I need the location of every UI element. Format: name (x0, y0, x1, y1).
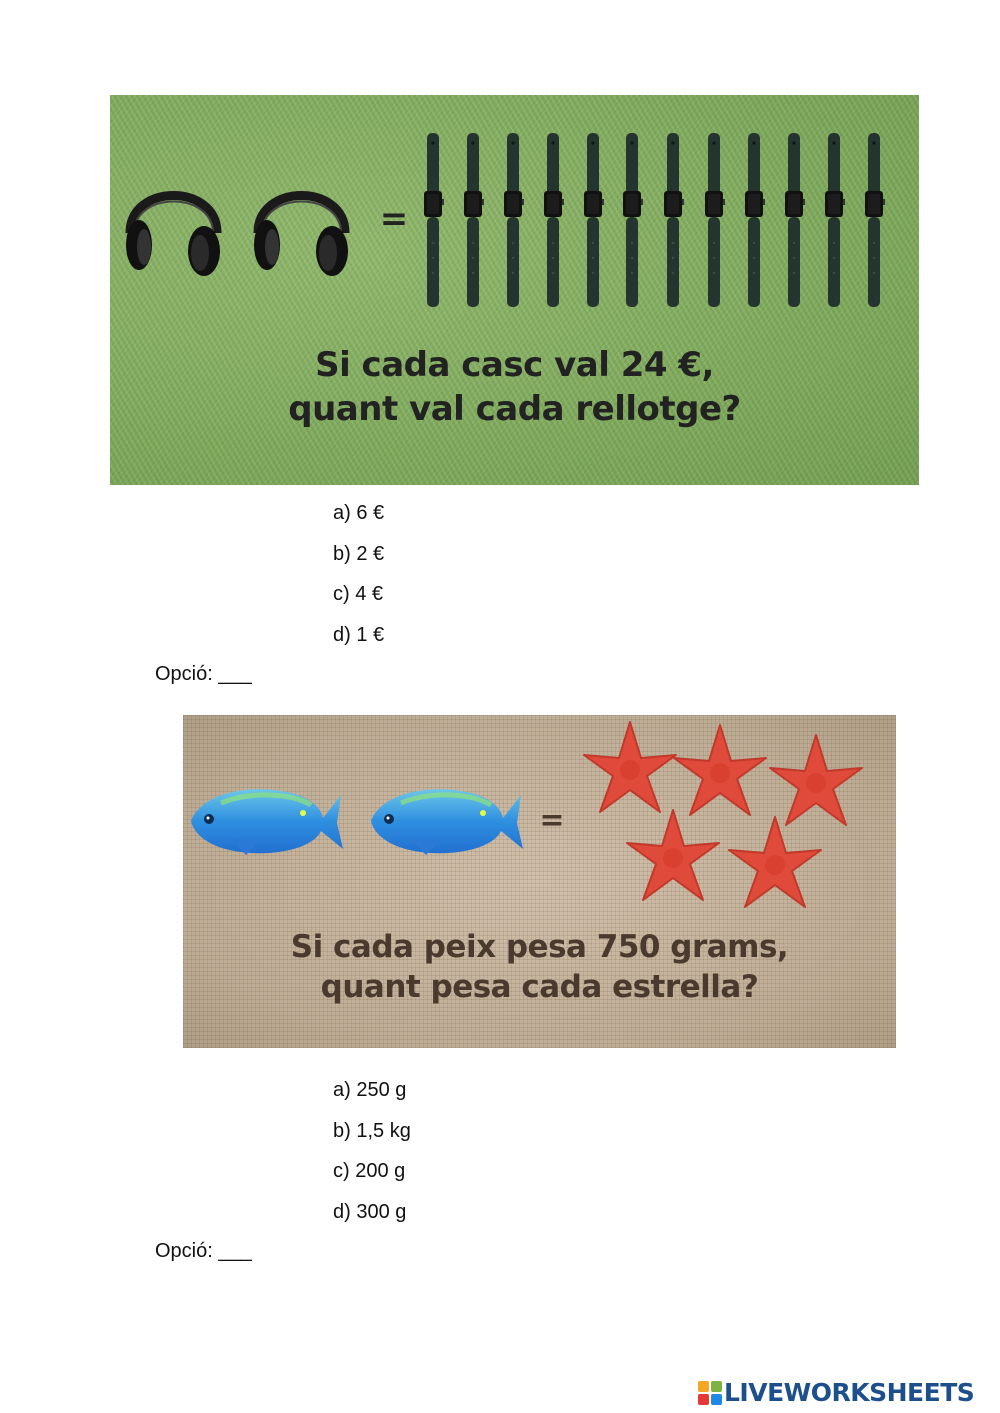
headphones-icon (126, 196, 220, 277)
starfish-icon (584, 722, 676, 812)
brand-name: LIVEWORKSHEETS (724, 1378, 975, 1407)
watch-icon (464, 133, 484, 307)
option-c[interactable]: c) 4 € (333, 583, 384, 605)
watch-icon (865, 133, 885, 307)
starfish-icon (729, 817, 821, 907)
problem-2-image (183, 715, 896, 1048)
headphones-icon (254, 196, 348, 277)
fish-icon (371, 789, 523, 855)
watch-icon (745, 133, 765, 307)
options-list-2 (333, 1078, 411, 1240)
watch-icon (544, 133, 564, 307)
option-a[interactable]: a) 6 € (333, 502, 385, 524)
starfish-icon (770, 735, 862, 825)
watch-icon (785, 133, 805, 307)
equals-sign: = (379, 199, 409, 239)
watch-icon (664, 133, 684, 307)
answer-field-1[interactable]: Opció: ___ (155, 663, 252, 685)
watch-icon (504, 133, 524, 307)
option-a[interactable]: a) 250 g (333, 1079, 407, 1101)
starfish-icon (674, 725, 766, 815)
question-line: Si cada peix pesa 750 grams, (290, 929, 789, 965)
option-b[interactable]: b) 1,5 kg (333, 1119, 411, 1142)
watch-icon (825, 133, 845, 307)
watch-icon (424, 133, 444, 307)
option-b[interactable]: b) 2 € (333, 542, 385, 565)
liveworksheets-logo (698, 1380, 974, 1406)
option-d[interactable]: d) 1 € (333, 623, 385, 646)
problem-1-image (110, 95, 919, 485)
options-list-1 (333, 501, 384, 663)
watch-icon (584, 133, 604, 307)
starfish-icon (627, 810, 719, 900)
watch-icon (623, 133, 643, 307)
question-line: quant val cada rellotge? (288, 389, 741, 430)
option-d[interactable]: d) 300 g (333, 1200, 407, 1223)
option-c[interactable]: c) 200 g (333, 1160, 406, 1182)
question-1 (110, 343, 919, 431)
fish-icon (191, 789, 343, 855)
watch-icon (705, 133, 725, 307)
question-line: quant pesa cada estrella? (320, 969, 759, 1006)
answer-field-2[interactable]: Opció: ___ (155, 1240, 252, 1262)
question-line: Si cada casc val 24 €, (315, 345, 714, 385)
equals-sign: = (539, 803, 565, 838)
logo-mark-icon (698, 1381, 722, 1405)
question-2 (183, 927, 896, 1008)
